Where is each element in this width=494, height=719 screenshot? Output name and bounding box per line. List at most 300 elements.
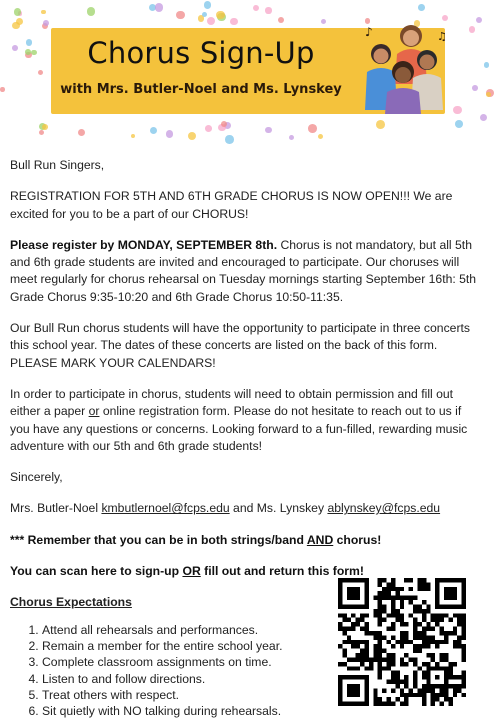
confetti-dot: [38, 70, 43, 75]
qr-module: [378, 622, 382, 626]
confetti-dot: [166, 130, 174, 138]
qr-module: [351, 666, 355, 670]
qr-module: [462, 657, 466, 661]
confetti-dot: [278, 17, 284, 23]
qr-module: [400, 702, 404, 706]
qr-module: [347, 684, 360, 697]
qr-module: [378, 609, 382, 613]
qr-module: [382, 649, 386, 653]
qr-module: [395, 609, 399, 613]
qr-module: [369, 631, 373, 635]
qr-module: [453, 675, 457, 679]
qr-module: [387, 702, 391, 706]
expectations-title: Chorus Expectations: [10, 595, 132, 610]
confetti-dot: [476, 17, 482, 23]
qr-module: [462, 671, 466, 675]
qr-module: [453, 693, 457, 697]
qr-module: [400, 587, 404, 591]
list-item: 6. Sit quietly with NO talking during rehearsals.: [42, 703, 484, 719]
qr-module: [395, 596, 399, 600]
qr-module: [462, 613, 466, 617]
qr-module: [448, 675, 452, 679]
confetti-dot: [265, 127, 272, 134]
qr-module: [462, 675, 466, 679]
qr-module: [391, 671, 395, 675]
qr-module: [391, 675, 395, 679]
qr-module: [395, 587, 399, 591]
qr-module: [395, 671, 399, 675]
qr-module: [378, 671, 382, 675]
qr-module: [417, 604, 421, 608]
qr-module: [364, 666, 368, 670]
qr-module: [413, 693, 417, 697]
qr-module: [347, 657, 351, 661]
qr-module: [431, 697, 435, 701]
qr-module: [356, 657, 360, 661]
confetti-dot: [318, 134, 324, 140]
list-item: 4. Listen to and follow directions.: [42, 671, 484, 687]
qr-module: [453, 688, 457, 692]
qr-module: [391, 582, 395, 586]
qr-module: [347, 640, 351, 644]
qr-module: [417, 582, 421, 586]
qr-module: [409, 688, 413, 692]
qr-module: [382, 702, 386, 706]
qr-module: [448, 666, 452, 670]
qr-module: [440, 640, 444, 644]
qr-module: [342, 653, 346, 657]
qr-module: [387, 653, 391, 657]
remember-note: [10, 532, 484, 549]
qr-module: [453, 613, 457, 617]
qr-module: [426, 688, 430, 692]
confetti-dot: [150, 127, 157, 134]
qr-module: [426, 622, 430, 626]
qr-module: [457, 640, 461, 644]
confetti-dot: [480, 114, 487, 121]
qr-module: [417, 688, 421, 692]
qr-module: [409, 613, 413, 617]
qr-module: [462, 644, 466, 648]
qr-module: [457, 675, 461, 679]
qr-module: [422, 635, 426, 639]
confetti-dot: [265, 7, 271, 13]
qr-module: [426, 609, 430, 613]
qr-module: [417, 649, 421, 653]
qr-module: [413, 618, 417, 622]
qr-module: [387, 591, 391, 595]
qr-module: [440, 657, 444, 661]
qr-module: [444, 587, 457, 600]
confetti-dot: [25, 49, 31, 55]
qr-module: [422, 627, 426, 631]
email-link-lynskey[interactable]: ablynskey@fcps.edu: [327, 501, 441, 516]
qr-module: [378, 702, 382, 706]
qr-module: [404, 635, 408, 639]
qr-module: [462, 653, 466, 657]
qr-module: [431, 635, 435, 639]
qr-module: [364, 622, 368, 626]
qr-module: [378, 600, 382, 604]
qr-module: [462, 627, 466, 631]
confetti-dot: [225, 135, 233, 143]
qr-module: [409, 578, 413, 582]
qr-module: [404, 596, 408, 600]
qr-module: [462, 684, 466, 688]
qr-module: [356, 666, 360, 670]
qr-module: [356, 622, 360, 626]
qr-module: [431, 702, 435, 706]
confetti-dot: [204, 1, 212, 9]
qr-module: [457, 613, 461, 617]
qr-module: [404, 640, 408, 644]
qr-module: [400, 662, 404, 666]
qr-module: [431, 640, 435, 644]
qr-module: [457, 635, 461, 639]
confetti-dot: [289, 135, 294, 140]
qr-module: [391, 604, 395, 608]
qr-module: [378, 653, 382, 657]
qr-module: [391, 587, 395, 591]
qr-module: [448, 618, 452, 622]
qr-module: [364, 649, 368, 653]
qr-module: [417, 693, 421, 697]
qr-module: [422, 600, 426, 604]
qr-module: [364, 657, 368, 661]
singing-people-illustration: [353, 14, 445, 114]
qr-module: [378, 578, 382, 582]
qr-module: [395, 618, 399, 622]
qr-module: [382, 596, 386, 600]
qr-module: [378, 582, 382, 586]
qr-module: [369, 662, 373, 666]
qr-module: [400, 640, 404, 644]
qr-module: [426, 582, 430, 586]
qr-module: [444, 613, 448, 617]
qr-module: [369, 657, 373, 661]
qr-module: [422, 618, 426, 622]
qr-module: [409, 693, 413, 697]
qr-module: [453, 631, 457, 635]
header-banner-area: [0, 0, 491, 140]
qr-module: [382, 578, 386, 582]
qr-module: [342, 627, 346, 631]
qr-module: [417, 622, 421, 626]
list-item: 1. Attend all rehearsals and performances.: [42, 622, 484, 638]
qr-module: [440, 693, 444, 697]
qr-module: [462, 631, 466, 635]
qr-module: [347, 666, 351, 670]
qr-module: [395, 675, 399, 679]
qr-module: [342, 649, 346, 653]
qr-module: [426, 604, 430, 608]
qr-module: [435, 662, 439, 666]
qr-module: [356, 644, 360, 648]
qr-module: [378, 604, 382, 608]
qr-module: [373, 693, 377, 697]
registration-deadline: Please register by MONDAY, SEPTEMBER 8th.: [10, 237, 278, 252]
confetti-dot: [155, 3, 164, 12]
qr-module: [413, 596, 417, 600]
confetti-dot: [469, 26, 475, 32]
qr-module: [426, 587, 430, 591]
qr-module: [400, 600, 404, 604]
confetti-dot: [41, 10, 46, 15]
qr-module: [387, 596, 391, 600]
qr-module: [400, 613, 404, 617]
qr-module: [391, 635, 395, 639]
permission-text-a: In order to participate in chorus, students will need to obtain permission and fill out either a paper: [10, 386, 454, 419]
qr-module: [356, 653, 360, 657]
qr-module: [417, 631, 421, 635]
qr-module: [435, 644, 439, 648]
qr-module: [395, 640, 399, 644]
confetti-dot: [176, 11, 184, 19]
qr-module: [413, 631, 417, 635]
qr-module: [422, 693, 426, 697]
qr-module: [431, 613, 435, 617]
confetti-dot: [230, 18, 238, 26]
qr-module: [347, 627, 351, 631]
confetti-dot: [188, 132, 196, 140]
qr-module: [422, 613, 426, 617]
qr-module: [356, 640, 360, 644]
qr-module: [400, 635, 404, 639]
qr-module: [382, 604, 386, 608]
qr-module: [373, 609, 377, 613]
qr-module: [431, 653, 435, 657]
qr-module: [417, 644, 421, 648]
qr-module: [373, 613, 377, 617]
qr-module: [404, 693, 408, 697]
qr-module: [440, 631, 444, 635]
confetti-dot: [12, 45, 18, 51]
qr-module: [435, 640, 439, 644]
qr-module: [356, 618, 360, 622]
qr-module: [338, 644, 342, 648]
scan-text-b: fill out and return this form!: [200, 564, 364, 579]
qr-module: [391, 613, 395, 617]
remember-text-b: chorus!: [333, 532, 382, 547]
qr-module: [400, 688, 404, 692]
qr-module: [453, 640, 457, 644]
qr-module: [404, 631, 408, 635]
qr-module: [338, 613, 342, 617]
qr-module: [457, 644, 461, 648]
qr-module: [360, 640, 364, 644]
confetti-dot: [87, 7, 96, 16]
qr-module: [378, 662, 382, 666]
qr-module: [413, 649, 417, 653]
qr-module: [448, 631, 452, 635]
qr-module: [404, 653, 408, 657]
qr-module: [404, 697, 408, 701]
qr-module: [422, 609, 426, 613]
confetti-dot: [418, 4, 425, 11]
qr-module: [435, 675, 439, 679]
svg-text:♫: ♫: [437, 30, 447, 43]
qr-module: [378, 591, 382, 595]
qr-module: [413, 604, 417, 608]
qr-module: [462, 622, 466, 626]
qr-module: [382, 591, 386, 595]
qr-code[interactable]: [338, 578, 466, 706]
qr-module: [360, 613, 364, 617]
page-subtitle: with Mrs. Butler-Noel and Ms. Lynskey: [60, 82, 342, 97]
qr-module: [448, 702, 452, 706]
qr-module: [435, 618, 439, 622]
qr-module: [373, 596, 377, 600]
qr-module: [440, 702, 444, 706]
qr-module: [338, 662, 342, 666]
qr-module: [342, 618, 346, 622]
qr-module: [391, 653, 395, 657]
qr-module: [422, 671, 426, 675]
qr-module: [395, 680, 399, 684]
qr-module: [435, 613, 439, 617]
confetti-dot: [455, 120, 463, 128]
scan-or: OR: [182, 564, 201, 579]
signature-line: [10, 500, 484, 517]
qr-module: [440, 618, 444, 622]
confetti-dot: [16, 18, 24, 26]
qr-module: [413, 644, 417, 648]
qr-module: [404, 578, 408, 582]
greeting: Bull Run Singers,: [10, 158, 105, 172]
qr-module: [422, 640, 426, 644]
qr-module: [426, 644, 430, 648]
qr-module: [391, 622, 395, 626]
qr-module: [417, 587, 421, 591]
confetti-dot: [31, 50, 36, 55]
qr-module: [409, 657, 413, 661]
qr-module: [387, 613, 391, 617]
qr-module: [453, 644, 457, 648]
qr-module: [378, 613, 382, 617]
qr-module: [409, 596, 413, 600]
qr-module: [373, 702, 377, 706]
qr-module: [382, 635, 386, 639]
qr-module: [413, 680, 417, 684]
qr-module: [440, 613, 444, 617]
qr-module: [413, 609, 417, 613]
email-link-butlernoel[interactable]: kmbutlernoel@fcps.edu: [101, 501, 230, 516]
confetti-dot: [131, 134, 135, 138]
qr-module: [347, 587, 360, 600]
qr-module: [431, 657, 435, 661]
qr-module: [457, 622, 461, 626]
qr-module: [364, 653, 368, 657]
qr-module: [360, 653, 364, 657]
qr-module: [342, 640, 346, 644]
qr-module: [457, 618, 461, 622]
qr-module: [431, 618, 435, 622]
qr-module: [413, 627, 417, 631]
qr-module: [422, 578, 426, 582]
qr-module: [413, 684, 417, 688]
qr-module: [417, 578, 421, 582]
confetti-dot: [78, 129, 85, 136]
qr-module: [400, 618, 404, 622]
qr-module: [413, 671, 417, 675]
permission-text-b: online registration form. Please do not hesitate to reach out to us if you have any questions or concerns. Looking forward to a fun-filled, rewarding music adventure with our 5th and 6th grade students!: [10, 404, 468, 453]
concerts-paragraph: Our Bull Run chorus students will have the opportunity to participate in three concerts this school year. The dates of these concerts are listed on the back of this form. PLEASE MARK YOUR CALENDARS!: [10, 321, 470, 370]
qr-module: [338, 627, 342, 631]
qr-module: [378, 675, 382, 679]
confetti-dot: [205, 125, 212, 132]
signature-name-2: and Ms. Lynskey: [229, 501, 328, 516]
qr-module: [404, 702, 408, 706]
qr-module: [444, 657, 448, 661]
qr-module: [413, 635, 417, 639]
qr-module: [444, 693, 448, 697]
qr-module: [448, 662, 452, 666]
qr-module: [400, 622, 404, 626]
qr-module: [448, 671, 452, 675]
qr-module: [373, 657, 377, 661]
qr-module: [378, 635, 382, 639]
qr-module: [373, 644, 377, 648]
qr-module: [382, 666, 386, 670]
qr-module: [391, 680, 395, 684]
qr-module: [413, 657, 417, 661]
qr-module: [409, 587, 413, 591]
qr-module: [351, 640, 355, 644]
qr-module: [387, 640, 391, 644]
confetti-dot: [321, 19, 326, 24]
title-banner: [51, 25, 447, 114]
qr-module: [400, 631, 404, 635]
qr-module: [387, 680, 391, 684]
qr-module: [342, 613, 346, 617]
qr-module: [387, 662, 391, 666]
qr-module: [404, 684, 408, 688]
qr-module: [378, 697, 382, 701]
confetti-dot: [202, 12, 207, 17]
qr-module: [387, 666, 391, 670]
qr-module: [338, 622, 342, 626]
qr-module: [422, 582, 426, 586]
qr-module: [444, 653, 448, 657]
qr-module: [395, 591, 399, 595]
qr-module: [391, 600, 395, 604]
qr-module: [404, 675, 408, 679]
qr-module: [387, 627, 391, 631]
qr-module: [422, 684, 426, 688]
qr-module: [360, 649, 364, 653]
qr-module: [387, 657, 391, 661]
permission-paragraph: [10, 386, 484, 455]
qr-module: [373, 631, 377, 635]
confetti-dot: [207, 17, 215, 25]
qr-module: [364, 627, 368, 631]
qr-module: [444, 697, 448, 701]
permission-or: or: [88, 404, 100, 419]
qr-module: [431, 688, 435, 692]
qr-module: [400, 693, 404, 697]
qr-module: [462, 649, 466, 653]
qr-module: [444, 635, 448, 639]
qr-module: [422, 675, 426, 679]
qr-module: [360, 662, 364, 666]
page-title: Chorus Sign-Up: [87, 36, 315, 70]
qr-module: [364, 640, 368, 644]
qr-module: [422, 587, 426, 591]
confetti-dot: [0, 87, 4, 91]
qr-module: [391, 688, 395, 692]
confetti-dot: [253, 5, 259, 11]
qr-module: [417, 609, 421, 613]
